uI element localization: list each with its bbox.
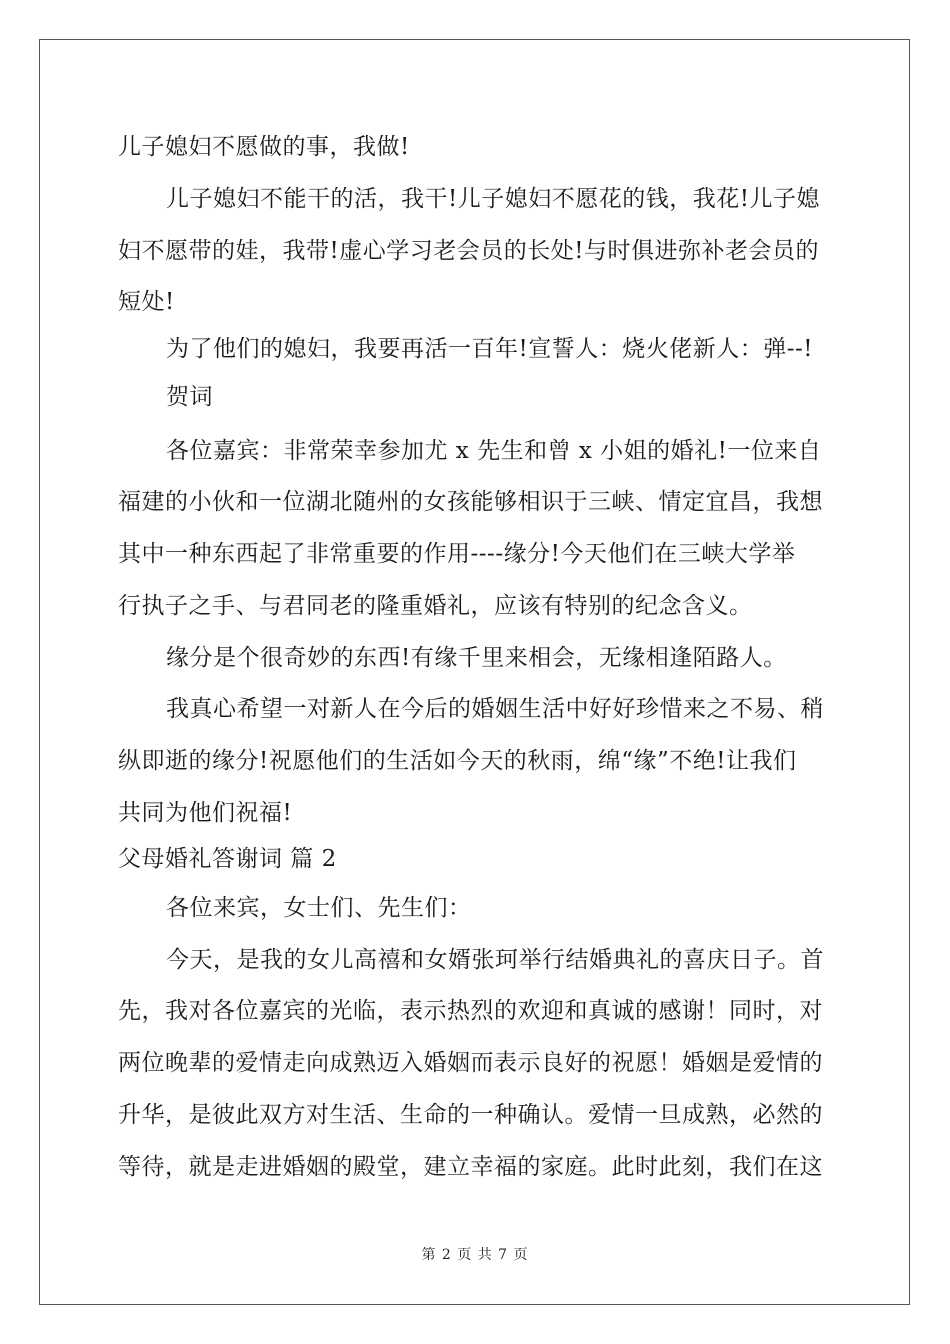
text-line-11: 缘分是个很奇妙的东西!有缘千里来相会，无缘相逢陌路人。 [166,645,787,671]
text-line-2: 儿子媳妇不能干的活，我干!儿子媳妇不愿花的钱，我花!儿子媳 [166,186,820,212]
text-line-5: 为了他们的媳妇，我要再活一百年!宣誓人：烧火佬新人：弹--! [166,336,814,362]
section-heading-part-2: 父母婚礼答谢词 篇 2 [118,846,337,872]
text-line-14: 共同为他们祝福! [118,800,293,826]
text-line-21: 等待，就是走进婚姻的殿堂，建立幸福的家庭。此时此刻，我们在这 [118,1154,823,1180]
text-line-17: 今天，是我的女儿高禧和女婿张珂举行结婚典礼的喜庆日子。首 [166,947,824,973]
text-line-16: 各位来宾，女士们、先生们： [166,895,472,921]
text-line-12: 我真心希望一对新人在今后的婚姻生活中好好珍惜来之不易、稍 [166,696,824,722]
text-line-3: 妇不愿带的娃，我带!虚心学习老会员的长处!与时俱进弥补老会员的 [118,238,819,264]
text-line-18: 先，我对各位嘉宾的光临，表示热烈的欢迎和真诚的感谢！同时，对 [118,998,823,1024]
text-line-13: 纵即逝的缘分!祝愿他们的生活如今天的秋雨，绵“缘”不绝!让我们 [118,748,797,774]
text-line-9: 其中一种东西起了非常重要的作用----缘分!今天他们在三峡大学举 [118,541,796,567]
text-line-19: 两位晚辈的爱情走向成熟迈入婚姻而表示良好的祝愿！婚姻是爱情的 [118,1050,823,1076]
text-line-4: 短处! [118,289,175,315]
text-line-1: 儿子媳妇不愿做的事，我做! [118,134,410,160]
text-line-7: 各位嘉宾：非常荣幸参加尤 x 先生和曾 x 小姐的婚礼!一位来自 [166,438,822,464]
text-line-10: 行执子之手、与君同老的隆重婚礼，应该有特别的纪念含义。 [118,593,753,619]
page-number-footer: 第 2 页 共 7 页 [421,1247,529,1263]
text-line-8: 福建的小伙和一位湖北随州的女孩能够相识于三峡、情定宜昌，我想 [118,489,823,515]
text-line-20: 升华，是彼此双方对生活、生命的一种确认。爱情一旦成熟，必然的 [118,1102,823,1128]
section-heading-congratulations: 贺词 [166,384,213,410]
